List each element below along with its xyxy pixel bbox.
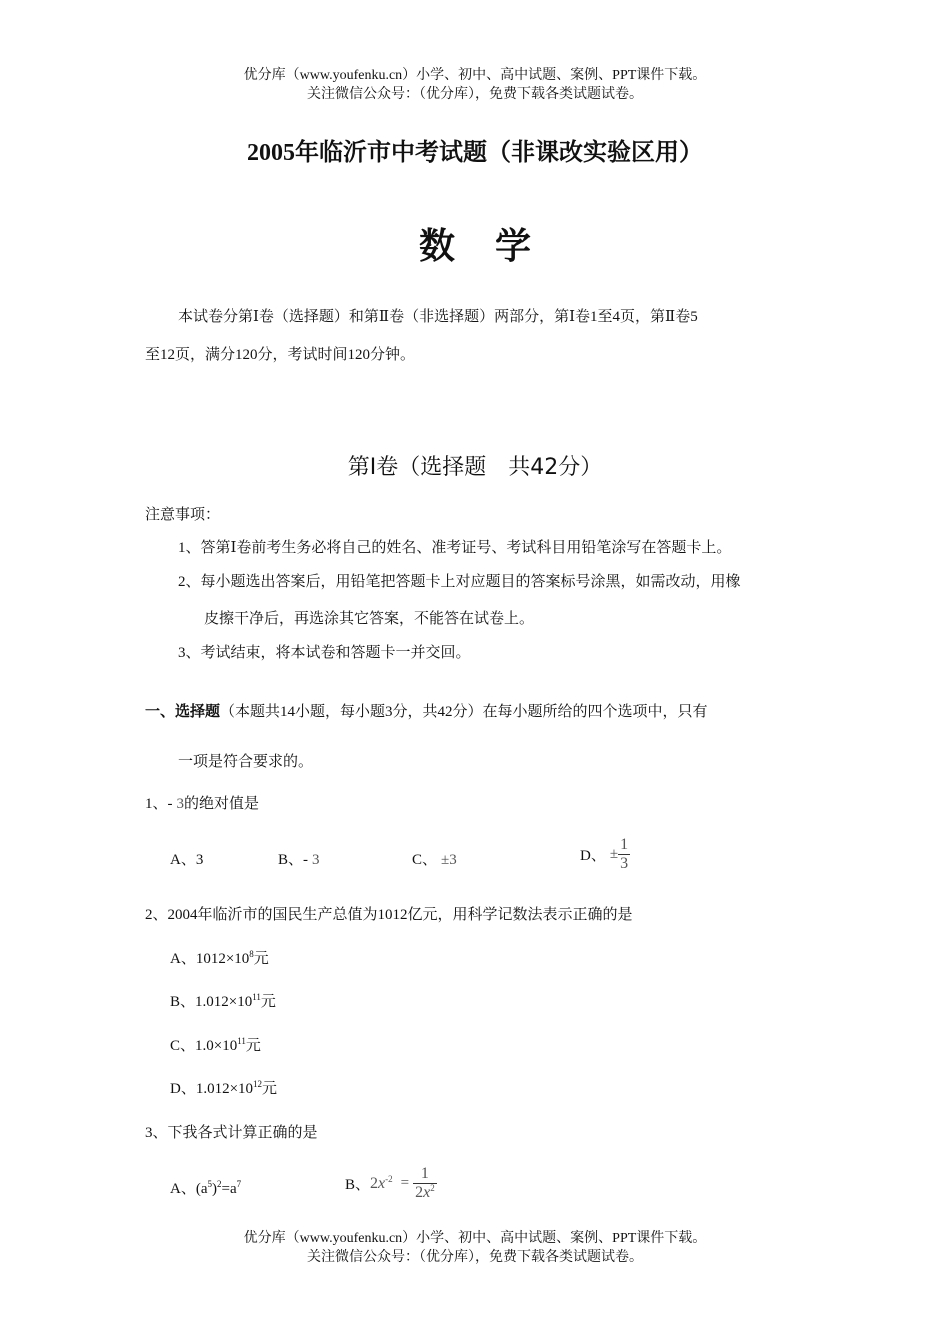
notes-item-3: 3、考试结束，将本试卷和答题卡一并交回。 [178, 645, 471, 661]
part1-label: 一、选择题 [145, 704, 221, 720]
q2-c-unit: 元 [245, 1038, 261, 1054]
subject-title: 数学 [418, 226, 571, 266]
q2-option-d [170, 1077, 277, 1098]
q3-option-b [345, 1165, 437, 1202]
q3-a-exp2: 2 [217, 1179, 222, 1189]
q2-a-base: A、1012×10 [170, 951, 250, 967]
q3-a-exp3: 7 [236, 1179, 242, 1189]
q3-a-exp1: 5 [207, 1179, 212, 1189]
page-title: 2005年临沂市中考试题（非课改实验区用） [247, 140, 703, 166]
q2-b-exp: 11 [252, 992, 261, 1002]
q3-a-prefix: A、(a [170, 1181, 208, 1197]
q2-d-base: D、1.012×10 [170, 1081, 254, 1097]
q1-d-denominator: 3 [620, 855, 629, 872]
footer-line-1: 优分库（www.youfenku.cn）小学、初中、高中试题、案例、PPT课件下载。 [243, 1231, 707, 1246]
q1-d-prefix: D、 [580, 848, 606, 864]
q1-d-numerator: 1 [620, 836, 629, 853]
q1-b-prefix: B、- [278, 852, 309, 868]
footer-line-2: 关注微信公众号：（优分库），免费下载各类试题试卷。 [307, 1250, 643, 1265]
q3-b-den-coef: 2 [415, 1184, 424, 1201]
q3-b-fraction [413, 1165, 437, 1202]
q2-a-unit: 元 [253, 951, 269, 967]
q3-b-prefix: B、 [345, 1177, 371, 1193]
header-line-2: 关注微信公众号：（优分库），免费下载各类试题试卷。 [307, 87, 643, 102]
q1-d-sign: ± [609, 846, 619, 862]
q1-stem-num: 3 [176, 796, 184, 812]
q2-a-exp: 8 [249, 949, 254, 959]
notes-item-2-line-2: 皮擦干净后，再选涂其它答案，不能答在试卷上。 [204, 611, 535, 627]
part1-desc-line-1: （本题共14小题，每小题3分，共42分）在每小题所给的四个选项中，只有 [220, 704, 708, 720]
question-3-stem: 3、下我各式计算正确的是 [145, 1125, 318, 1141]
intro-line-1: 本试卷分第Ⅰ卷（选择题）和第Ⅱ卷（非选择题）两部分，第Ⅰ卷1至4页，第Ⅱ卷5 [178, 309, 698, 325]
header-line-1: 优分库（www.youfenku.cn）小学、初中、高中试题、案例、PPT课件下载。 [243, 68, 707, 83]
q3-b-lhs [370, 1175, 393, 1192]
q1-c-prefix: C、 [412, 852, 438, 868]
q3-a-mid: ) [212, 1181, 217, 1197]
q2-b-unit: 元 [260, 994, 276, 1010]
q3-b-eq: = [400, 1175, 410, 1191]
q1-stem-suffix: 的绝对值是 [184, 796, 260, 812]
notes-item-1: 1、答第Ⅰ卷前考生务必将自己的姓名、准考证号、考试科目用铅笔涂写在答题卡上。 [178, 540, 732, 556]
q1-option-d [580, 836, 630, 873]
q3-b-lhs-var: x [378, 1174, 386, 1192]
part1-desc-line-2: 一项是符合要求的。 [178, 754, 314, 770]
section-title: 第Ⅰ卷（选择题 共42分） [347, 455, 603, 480]
q1-option-c [412, 848, 457, 869]
q3-option-a [170, 1177, 241, 1198]
q2-c-base: C、1.0×10 [170, 1038, 238, 1054]
intro-line-2: 至12页，满分120分，考试时间120分钟。 [145, 347, 416, 363]
question-2-stem: 2、2004年临沂市的国民生产总值为1012亿元，用科学记数法表示正确的是 [145, 907, 633, 923]
q2-option-c [170, 1034, 261, 1055]
q3-b-lhs-coef: 2 [370, 1174, 379, 1192]
q2-option-a [170, 947, 269, 968]
q2-option-b [170, 990, 276, 1011]
q2-d-exp: 12 [253, 1079, 263, 1089]
q1-option-b [278, 848, 320, 869]
q1-b-num: 3 [312, 852, 320, 868]
q3-b-den-exp: 2 [430, 1183, 435, 1193]
q3-a-eq: =a [221, 1181, 237, 1197]
notes-item-2-line-1: 2、每小题选出答案后，用铅笔把答题卡上对应题目的答案标号涂黑，如需改动，用橡 [178, 574, 741, 590]
part1-heading [145, 700, 708, 721]
q1-stem-prefix: 1、- [145, 796, 173, 812]
q1-c-val: ±3 [441, 852, 457, 868]
q1-option-a: A、3 [170, 852, 204, 868]
q2-d-unit: 元 [262, 1081, 278, 1097]
q3-b-den-var: x [423, 1184, 431, 1201]
q2-b-base: B、1.012×10 [170, 994, 253, 1010]
question-1-stem [145, 792, 259, 813]
q1-d-fraction [618, 836, 630, 873]
q2-c-exp: 11 [237, 1036, 246, 1046]
q3-b-lhs-exp: -2 [385, 1173, 393, 1184]
q3-b-denominator [413, 1184, 437, 1202]
notes-heading: 注意事项： [145, 507, 221, 523]
q3-b-numerator: 1 [413, 1165, 437, 1184]
